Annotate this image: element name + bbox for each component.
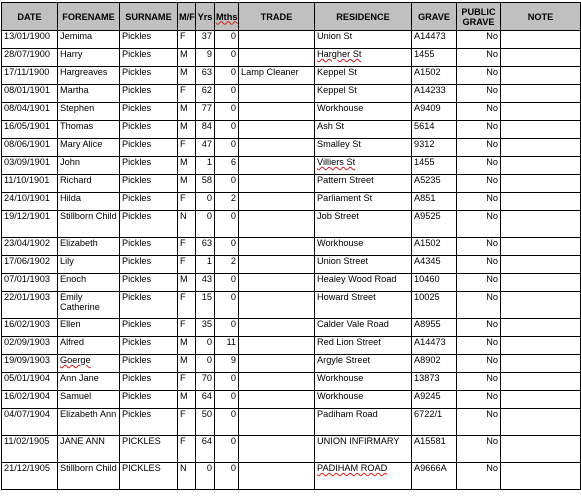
cell-yrs: 43 [196, 274, 215, 292]
cell-forename: Richard [58, 175, 120, 193]
cell-residence: Ash St [315, 121, 412, 139]
cell-note [501, 238, 581, 256]
cell-public-grave: No [457, 436, 501, 463]
cell-trade [239, 49, 315, 67]
cell-trade [239, 391, 315, 409]
cell-surname: Pickles [120, 211, 178, 238]
cell-sex: M [178, 274, 196, 292]
cell-surname: Pickles [120, 85, 178, 103]
table-row [2, 409, 581, 436]
cell-residence [315, 49, 412, 67]
burial-register-table [1, 2, 581, 490]
cell-trade: Lamp Cleaner [239, 67, 315, 85]
cell-date: 08/01/1901 [2, 85, 58, 103]
col-header-date: DATE [2, 3, 58, 31]
cell-grave: A9666A [412, 463, 457, 490]
cell-sex: F [178, 409, 196, 436]
cell-public-grave: No [457, 157, 501, 175]
header-row [2, 3, 581, 31]
cell-mths: 2 [215, 193, 239, 211]
cell-forename: Ann Jane [58, 373, 120, 391]
table-row [2, 193, 581, 211]
cell-grave: 5614 [412, 121, 457, 139]
cell-sex: M [178, 103, 196, 121]
col-header-public-grave: PUBLIC GRAVE [457, 3, 501, 31]
cell-note [501, 139, 581, 157]
cell-grave: A8955 [412, 319, 457, 337]
cell-note [501, 103, 581, 121]
cell-sex: M [178, 175, 196, 193]
cell-trade [239, 319, 315, 337]
cell-public-grave: No [457, 67, 501, 85]
cell-public-grave: No [457, 292, 501, 319]
cell-mths: 0 [215, 238, 239, 256]
table-row [2, 463, 581, 490]
cell-public-grave: No [457, 463, 501, 490]
cell-public-grave: No [457, 238, 501, 256]
cell-yrs: 64 [196, 436, 215, 463]
cell-public-grave: No [457, 373, 501, 391]
cell-note [501, 193, 581, 211]
cell-trade [239, 337, 315, 355]
col-header-residence: RESIDENCE [315, 3, 412, 31]
cell-surname: PICKLES [120, 436, 178, 463]
cell-forename: John [58, 157, 120, 175]
col-header-surname: SURNAME [120, 3, 178, 31]
table-row [2, 355, 581, 373]
table-row [2, 49, 581, 67]
cell-note [501, 274, 581, 292]
cell-date: 23/04/1902 [2, 238, 58, 256]
cell-surname: Pickles [120, 355, 178, 373]
table-row [2, 337, 581, 355]
cell-note [501, 409, 581, 436]
table-row [2, 103, 581, 121]
cell-note [501, 85, 581, 103]
cell-note [501, 256, 581, 274]
cell-sex: N [178, 463, 196, 490]
cell-forename: Elizabeth [58, 238, 120, 256]
cell-surname: Pickles [120, 337, 178, 355]
cell-mths: 2 [215, 256, 239, 274]
cell-date: 11/02/1905 [2, 436, 58, 463]
cell-residence: Parliament St [315, 193, 412, 211]
cell-forename: Stillborn Child [58, 463, 120, 490]
cell-public-grave: No [457, 49, 501, 67]
cell-date: 16/02/1904 [2, 391, 58, 409]
cell-date: 07/01/1903 [2, 274, 58, 292]
cell-mths: 0 [215, 436, 239, 463]
cell-date: 16/05/1901 [2, 121, 58, 139]
cell-yrs: 84 [196, 121, 215, 139]
cell-date: 19/12/1901 [2, 211, 58, 238]
cell-residence: Workhouse [315, 238, 412, 256]
cell-public-grave: No [457, 256, 501, 274]
cell-mths: 0 [215, 121, 239, 139]
cell-note [501, 319, 581, 337]
cell-public-grave: No [457, 193, 501, 211]
cell-mths: 0 [215, 373, 239, 391]
col-header-yrs: Yrs [196, 3, 215, 31]
cell-yrs: 64 [196, 391, 215, 409]
cell-trade [239, 292, 315, 319]
cell-surname: Pickles [120, 292, 178, 319]
cell-mths: 0 [215, 103, 239, 121]
cell-date: 19/09/1903 [2, 355, 58, 373]
col-header-grave: GRAVE [412, 3, 457, 31]
table-row [2, 157, 581, 175]
cell-yrs: 1 [196, 157, 215, 175]
cell-grave: A15581 [412, 436, 457, 463]
table-row [2, 436, 581, 463]
cell-note [501, 337, 581, 355]
cell-note [501, 436, 581, 463]
table-row [2, 121, 581, 139]
col-header-note: NOTE [501, 3, 581, 31]
cell-trade [239, 139, 315, 157]
cell-residence [315, 157, 412, 175]
cell-date: 05/01/1904 [2, 373, 58, 391]
cell-grave: A1502 [412, 67, 457, 85]
cell-grave: A9245 [412, 391, 457, 409]
cell-forename: Ellen [58, 319, 120, 337]
cell-date: 21/12/1905 [2, 463, 58, 490]
cell-grave: 1455 [412, 49, 457, 67]
cell-residence: Smalley St [315, 139, 412, 157]
cell-residence: Pattern Street [315, 175, 412, 193]
cell-trade [239, 121, 315, 139]
cell-yrs: 0 [196, 193, 215, 211]
cell-residence: Keppel St [315, 85, 412, 103]
cell-trade [239, 436, 315, 463]
cell-grave: A851 [412, 193, 457, 211]
cell-yrs: 9 [196, 49, 215, 67]
cell-mths: 0 [215, 49, 239, 67]
cell-sex: F [178, 319, 196, 337]
cell-grave: A4345 [412, 256, 457, 274]
cell-sex: M [178, 337, 196, 355]
cell-date: 04/07/1904 [2, 409, 58, 436]
cell-grave: 9312 [412, 139, 457, 157]
cell-date: 24/10/1901 [2, 193, 58, 211]
cell-residence: Union Street [315, 256, 412, 274]
cell-surname: Pickles [120, 67, 178, 85]
table-row [2, 139, 581, 157]
cell-forename-text: Goerge [60, 355, 91, 365]
cell-trade [239, 463, 315, 490]
cell-public-grave: No [457, 211, 501, 238]
cell-surname: Pickles [120, 139, 178, 157]
cell-public-grave: No [457, 121, 501, 139]
cell-public-grave: No [457, 355, 501, 373]
cell-trade [239, 31, 315, 49]
cell-forename: Stephen [58, 103, 120, 121]
cell-date: 17/11/1900 [2, 67, 58, 85]
cell-surname: Pickles [120, 121, 178, 139]
cell-surname: Pickles [120, 157, 178, 175]
cell-surname: Pickles [120, 175, 178, 193]
cell-note [501, 121, 581, 139]
cell-sex: F [178, 139, 196, 157]
cell-forename: JANE ANN [58, 436, 120, 463]
cell-date: 13/01/1900 [2, 31, 58, 49]
cell-yrs: 0 [196, 355, 215, 373]
cell-surname: PICKLES [120, 463, 178, 490]
cell-forename: Thomas [58, 121, 120, 139]
cell-grave: A9409 [412, 103, 457, 121]
cell-note [501, 373, 581, 391]
cell-mths: 0 [215, 31, 239, 49]
cell-note [501, 292, 581, 319]
cell-residence: Argyle Street [315, 355, 412, 373]
cell-forename: Samuel [58, 391, 120, 409]
cell-residence-text: Hargher St [317, 49, 362, 59]
cell-yrs: 70 [196, 373, 215, 391]
cell-surname: Pickles [120, 31, 178, 49]
cell-grave: A14473 [412, 31, 457, 49]
cell-surname: Pickles [120, 49, 178, 67]
cell-trade [239, 85, 315, 103]
cell-mths: 0 [215, 292, 239, 319]
cell-surname: Pickles [120, 193, 178, 211]
cell-sex: F [178, 256, 196, 274]
cell-forename: Harry [58, 49, 120, 67]
cell-surname: Pickles [120, 256, 178, 274]
cell-residence: Red Lion Street [315, 337, 412, 355]
cell-residence: Padiham Road [315, 409, 412, 436]
cell-note [501, 391, 581, 409]
cell-public-grave: No [457, 319, 501, 337]
cell-yrs: 15 [196, 292, 215, 319]
cell-residence: Healey Wood Road [315, 274, 412, 292]
cell-sex: M [178, 49, 196, 67]
table-row [2, 67, 581, 85]
cell-mths: 0 [215, 463, 239, 490]
col-header-forename: FORENAME [58, 3, 120, 31]
cell-mths: 0 [215, 67, 239, 85]
cell-yrs: 63 [196, 67, 215, 85]
cell-grave: A14233 [412, 85, 457, 103]
cell-grave: 1455 [412, 157, 457, 175]
cell-forename: Martha [58, 85, 120, 103]
cell-surname: Pickles [120, 373, 178, 391]
cell-yrs: 62 [196, 85, 215, 103]
cell-residence: Union St [315, 31, 412, 49]
cell-forename: Jemima [58, 31, 120, 49]
cell-sex: F [178, 31, 196, 49]
cell-yrs: 63 [196, 238, 215, 256]
cell-date: 28/07/1900 [2, 49, 58, 67]
cell-surname: Pickles [120, 319, 178, 337]
table-row [2, 85, 581, 103]
cell-mths: 0 [215, 175, 239, 193]
cell-date: 16/02/1903 [2, 319, 58, 337]
cell-date: 17/06/1902 [2, 256, 58, 274]
cell-grave: 6722/1 [412, 409, 457, 436]
table-row [2, 31, 581, 49]
table-row [2, 256, 581, 274]
table-row [2, 391, 581, 409]
cell-grave: A14473 [412, 337, 457, 355]
cell-mths: 0 [215, 85, 239, 103]
cell-date: 22/01/1903 [2, 292, 58, 319]
cell-date: 11/10/1901 [2, 175, 58, 193]
cell-surname: Pickles [120, 103, 178, 121]
cell-yrs: 47 [196, 139, 215, 157]
cell-date: 03/09/1901 [2, 157, 58, 175]
cell-surname: Pickles [120, 391, 178, 409]
cell-residence [315, 463, 412, 490]
cell-mths: 11 [215, 337, 239, 355]
cell-grave: A1502 [412, 238, 457, 256]
cell-residence: Workhouse [315, 373, 412, 391]
cell-residence-text: PADIHAM ROAD [317, 463, 388, 473]
cell-surname: Pickles [120, 409, 178, 436]
cell-sex: F [178, 436, 196, 463]
cell-residence: Workhouse [315, 103, 412, 121]
table-row [2, 274, 581, 292]
cell-forename: Stillborn Child [58, 211, 120, 238]
col-header-sex: M/F [178, 3, 196, 31]
cell-trade [239, 211, 315, 238]
cell-note [501, 175, 581, 193]
cell-note [501, 31, 581, 49]
table-row [2, 175, 581, 193]
cell-yrs: 37 [196, 31, 215, 49]
col-header-mths [215, 3, 239, 31]
cell-date: 08/06/1901 [2, 139, 58, 157]
cell-date: 08/04/1901 [2, 103, 58, 121]
cell-forename: Mary Alice [58, 139, 120, 157]
cell-yrs: 77 [196, 103, 215, 121]
cell-trade [239, 355, 315, 373]
cell-trade [239, 103, 315, 121]
cell-residence-text: Villiers St [317, 157, 356, 167]
cell-public-grave: No [457, 274, 501, 292]
cell-note [501, 355, 581, 373]
cell-sex: M [178, 121, 196, 139]
cell-sex: M [178, 67, 196, 85]
cell-grave: A9525 [412, 211, 457, 238]
cell-residence: UNION INFIRMARY [315, 436, 412, 463]
cell-sex: F [178, 373, 196, 391]
cell-sex: M [178, 355, 196, 373]
cell-note [501, 49, 581, 67]
cell-public-grave: No [457, 139, 501, 157]
cell-sex: N [178, 211, 196, 238]
cell-surname: Pickles [120, 274, 178, 292]
cell-sex: M [178, 391, 196, 409]
cell-public-grave: No [457, 175, 501, 193]
cell-note [501, 463, 581, 490]
cell-grave: A5235 [412, 175, 457, 193]
cell-public-grave: No [457, 31, 501, 49]
cell-note [501, 157, 581, 175]
cell-yrs: 1 [196, 256, 215, 274]
cell-grave: 10025 [412, 292, 457, 319]
cell-mths: 9 [215, 355, 239, 373]
cell-public-grave: No [457, 85, 501, 103]
cell-forename: Hilda [58, 193, 120, 211]
cell-trade [239, 157, 315, 175]
cell-yrs: 58 [196, 175, 215, 193]
cell-residence: Keppel St [315, 67, 412, 85]
cell-residence: Job Street [315, 211, 412, 238]
cell-yrs: 0 [196, 463, 215, 490]
col-header-trade: TRADE [239, 3, 315, 31]
cell-sex: M [178, 157, 196, 175]
table-row [2, 319, 581, 337]
cell-public-grave: No [457, 409, 501, 436]
cell-mths: 6 [215, 157, 239, 175]
cell-note [501, 211, 581, 238]
table-row [2, 373, 581, 391]
cell-mths: 0 [215, 274, 239, 292]
table-row [2, 211, 581, 238]
cell-mths: 0 [215, 211, 239, 238]
cell-sex: F [178, 193, 196, 211]
cell-forename: Hargreaves [58, 67, 120, 85]
cell-yrs: 50 [196, 409, 215, 436]
cell-forename: Elizabeth Ann [58, 409, 120, 436]
cell-grave: 13873 [412, 373, 457, 391]
cell-surname: Pickles [120, 238, 178, 256]
cell-trade [239, 175, 315, 193]
cell-forename [58, 355, 120, 373]
cell-forename: Emily Catherine [58, 292, 120, 319]
cell-trade [239, 238, 315, 256]
cell-mths: 0 [215, 139, 239, 157]
cell-forename: Alfred [58, 337, 120, 355]
cell-sex: F [178, 238, 196, 256]
cell-yrs: 0 [196, 211, 215, 238]
cell-grave: A8902 [412, 355, 457, 373]
cell-date: 02/09/1903 [2, 337, 58, 355]
cell-mths: 0 [215, 409, 239, 436]
cell-residence: Howard Street [315, 292, 412, 319]
cell-sex: F [178, 85, 196, 103]
cell-yrs: 0 [196, 337, 215, 355]
cell-forename: Enoch [58, 274, 120, 292]
cell-trade [239, 409, 315, 436]
cell-public-grave: No [457, 337, 501, 355]
cell-residence: Calder Vale Road [315, 319, 412, 337]
cell-public-grave: No [457, 391, 501, 409]
cell-note [501, 67, 581, 85]
cell-residence: Workhouse [315, 391, 412, 409]
cell-trade [239, 256, 315, 274]
cell-public-grave: No [457, 103, 501, 121]
cell-trade [239, 373, 315, 391]
cell-trade [239, 193, 315, 211]
cell-sex: F [178, 292, 196, 319]
col-header-mths-label: Mths [216, 11, 238, 22]
table-row [2, 238, 581, 256]
cell-mths: 0 [215, 391, 239, 409]
cell-mths: 0 [215, 319, 239, 337]
cell-forename: Lily [58, 256, 120, 274]
cell-trade [239, 274, 315, 292]
cell-grave: 10460 [412, 274, 457, 292]
cell-yrs: 35 [196, 319, 215, 337]
table-row [2, 292, 581, 319]
